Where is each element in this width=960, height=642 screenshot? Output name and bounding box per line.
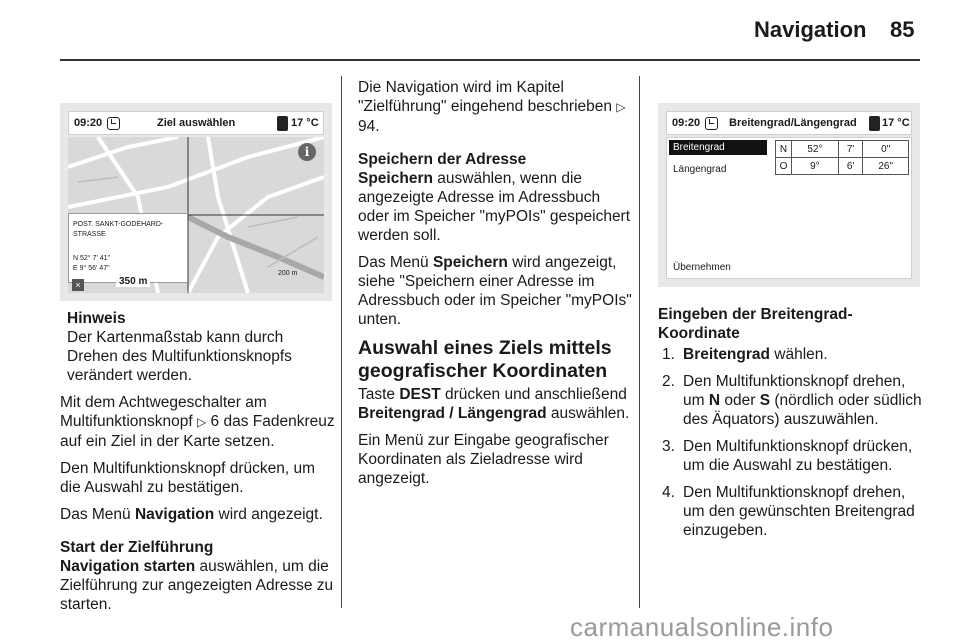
- paragraph: Speichern auswählen, wenn die angezeigte Adresse im Adressbuch oder im Speicher "myPOIs" gespeichert werden soll.: [358, 170, 631, 244]
- table-row: [776, 158, 909, 175]
- coordinate-panel: [666, 137, 912, 279]
- screen-title: Breitengrad/Längengrad: [729, 117, 857, 129]
- menu-item-latitude[interactable]: Breitengrad: [669, 140, 767, 155]
- paragraph: Die Navigation wird im Kapitel "Zielführung" eingehend beschrieben ▷ 94.: [358, 79, 626, 135]
- page-title: Navigation: [754, 17, 867, 42]
- paragraph: Den Multifunktionsknopf drücken, um die Auswahl zu bestätigen.: [60, 460, 316, 496]
- seconds-cell[interactable]: 0": [863, 141, 909, 158]
- coordinate-table: [775, 140, 909, 175]
- screen-title: Ziel auswählen: [157, 117, 236, 129]
- table-row: [776, 141, 909, 158]
- list-item: 4. Den Multifunktionsknopf drehen, um den gewünschten Breitengrad einzugeben.: [662, 484, 915, 539]
- clock-time: 09:20: [672, 117, 701, 129]
- paragraph: Das Menü Speichern wird angezeigt, siehe "Speichern einer Adresse im Adressbuch oder im Speicher "myPOIs" unten.: [358, 254, 632, 328]
- temperature: 17 °C: [291, 117, 319, 129]
- column-3: [658, 305, 924, 548]
- degrees-cell[interactable]: 9°: [792, 158, 839, 175]
- status-bar: [666, 111, 912, 135]
- map-screen: [60, 103, 332, 301]
- note-title: Hinweis: [67, 310, 126, 327]
- page-number: 85: [890, 17, 915, 42]
- temperature: 17 °C: [882, 117, 910, 129]
- seconds-cell[interactable]: 26": [863, 158, 909, 175]
- map-scale: 350 m: [116, 276, 150, 287]
- page-header: [0, 0, 960, 62]
- subheading: Eingeben der Breitengrad-Koordinate: [658, 306, 853, 342]
- thermometer-icon: [277, 116, 288, 131]
- close-icon[interactable]: ×: [72, 279, 84, 291]
- info-icon[interactable]: i: [298, 143, 316, 161]
- subheading: Speichern der Adresse: [358, 151, 527, 168]
- header-divider: [60, 59, 920, 61]
- list-item: 3. Den Multifunktionsknopf drücken, um die Auswahl zu bestätigen.: [662, 438, 913, 474]
- thermometer-icon: [869, 116, 880, 131]
- menu-item-longitude[interactable]: Längengrad: [673, 164, 727, 175]
- address-text: POST. SANKT-GODEHARD-STRASSE: [73, 221, 164, 238]
- hemisphere-cell[interactable]: N: [776, 141, 792, 158]
- column-divider-2: [639, 76, 640, 608]
- clock-time: 09:20: [74, 117, 103, 129]
- subheading: Start der Zielführung: [60, 539, 214, 556]
- apply-button[interactable]: Übernehmen: [673, 262, 731, 273]
- note-text: Der Kartenmaßstab kann durch Drehen des Multifunktionsknopfs verändert werden.: [67, 329, 292, 384]
- list-item: 1. Breitengrad wählen.: [662, 346, 828, 363]
- coordinate-screen: [658, 103, 920, 287]
- steps-list: [658, 345, 924, 540]
- column-divider-1: [341, 76, 342, 608]
- watermark: carmanualsonline.info: [570, 612, 834, 642]
- note-block: [60, 309, 336, 385]
- clock-icon: [705, 117, 718, 130]
- status-bar: [68, 111, 324, 135]
- paragraph: Taste DEST drücken und anschließend Breitengrad / Längengrad auswählen.: [358, 386, 630, 422]
- reference-arrow-icon: ▷: [197, 415, 207, 429]
- hemisphere-cell[interactable]: O: [776, 158, 792, 175]
- paragraph: Mit dem Achtwegeschalter am Multifunktionsknopf ▷ 6 das Fadenkreuz auf ein Ziel in der Karte setzen.: [60, 394, 335, 450]
- paragraph: Ein Menü zur Eingabe geografischer Koordinaten als Zieladresse wird angezeigt.: [358, 432, 609, 487]
- minutes-cell[interactable]: 6': [838, 158, 863, 175]
- column-1: [60, 309, 336, 622]
- list-item: 2. Den Multifunktionsknopf drehen, um N oder S (nördlich oder südlich des Äquators) auszuwählen.: [662, 373, 922, 428]
- clock-icon: [107, 117, 120, 130]
- latitude-text: N 52° 7' 41": [73, 255, 110, 262]
- minutes-cell[interactable]: 7': [838, 141, 863, 158]
- section-heading: Auswahl eines Ziels mittels geografischer Koordinaten: [358, 337, 612, 382]
- address-info-box: [68, 213, 188, 283]
- paragraph: Navigation starten auswählen, um die Zielführung zur angezeigten Adresse zu starten.: [60, 558, 334, 613]
- degrees-cell[interactable]: 52°: [792, 141, 839, 158]
- paragraph: Das Menü Navigation wird angezeigt.: [60, 506, 323, 523]
- reference-arrow-icon: ▷: [616, 100, 626, 114]
- column-2: [358, 78, 634, 496]
- longitude-text: E 9° 56' 47": [73, 265, 110, 272]
- map-scale-small: 200 m: [278, 270, 298, 277]
- map-view[interactable]: [68, 137, 324, 293]
